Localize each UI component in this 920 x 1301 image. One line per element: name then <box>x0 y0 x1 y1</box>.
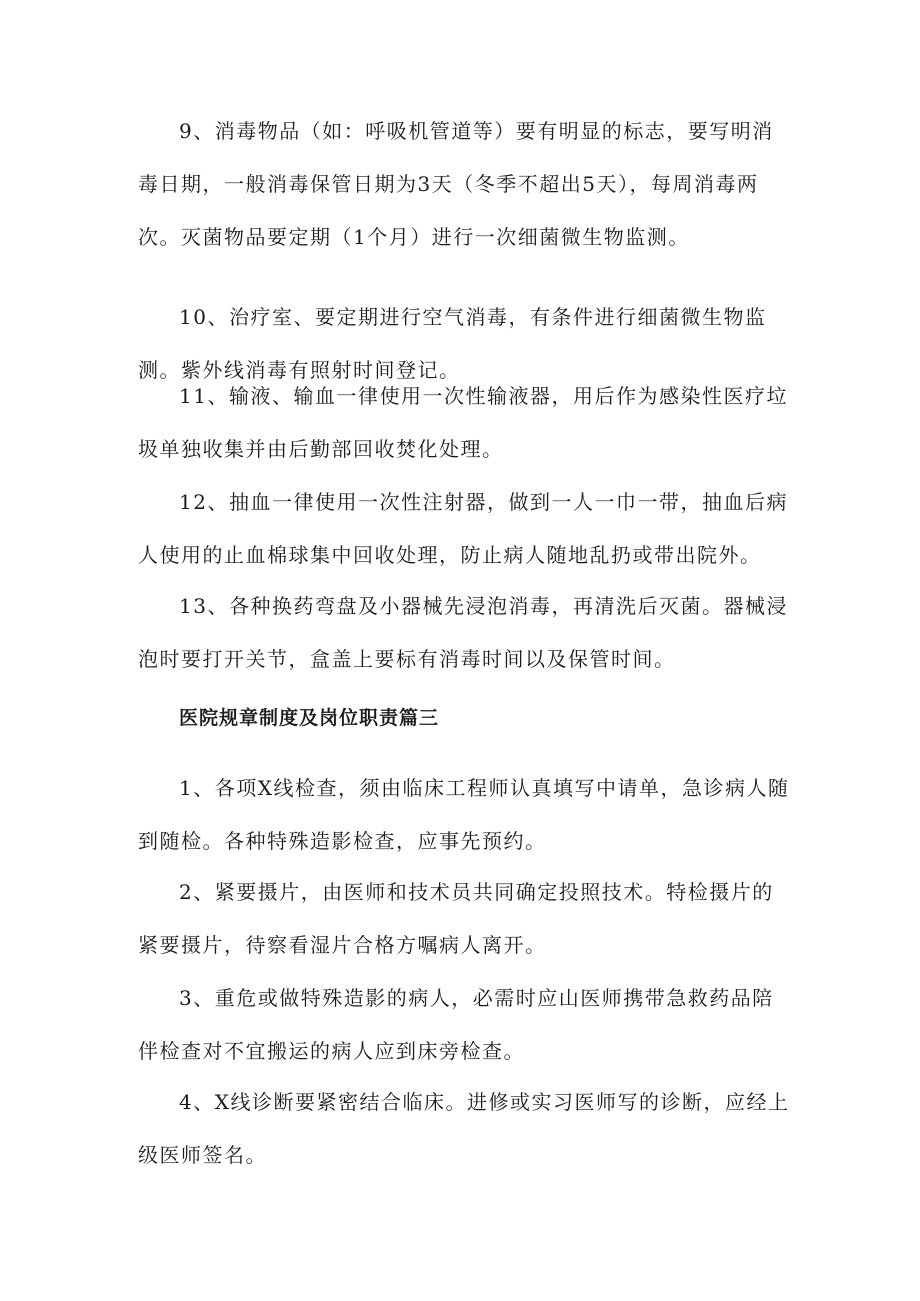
paragraph-12: 12、抽血一律使用一次性注射器，做到一人一巾一带，抽血后病人使用的止血棉球集中回收处理，防止病人随地乱扔或带出院外。 <box>138 490 788 567</box>
section-heading: 医院规章制度及岗位职责篇三 <box>179 707 440 729</box>
paragraph-9: 9、消毒物品（如：呼吸机管道等）要有明显的标志，要写明消毒日期，一般消毒保管日期为3天（冬季不超出5天），每周消毒两次。灭菌物品要定期（1个月）进行一次细菌微生物监测。 <box>138 119 774 249</box>
paragraph-11: 11、输液、输血一律使用一次性输液器，用后作为感染性医疗垃圾单独收集并由后勤部回收焚化处理。 <box>138 384 788 461</box>
paragraph-13: 13、各种换药弯盘及小器械先浸泡消毒，再清洗后灭菌。器械浸泡时要打开关节，盒盖上要标有消毒时间以及保管时间。 <box>138 594 788 671</box>
paragraph-b4: 4、X线诊断要紧密结合临床。进修或实习医师写的诊断，应经上级医师签名。 <box>138 1090 790 1167</box>
paragraph-10: 10、治疗室、要定期进行空气消毒，有条件进行细菌微生物监测。紫外线消毒有照射时间登记。 <box>138 305 767 382</box>
paragraph-b3: 3、重危或做特殊造影的病人，必需时应山医师携带急救药品陪伴检查对不宜搬运的病人应到床旁检查。 <box>138 986 774 1063</box>
paragraph-b1: 1、各项X线检查，须由临床工程师认真填写中请单，急诊病人随到随检。各种特殊造影检查，应事先预约。 <box>138 776 790 853</box>
paragraph-b2: 2、紧要摄片，由医师和技术员共同确定投照技术。特检摄片的紧要摄片，待察看湿片合格方嘱病人离开。 <box>138 880 774 957</box>
